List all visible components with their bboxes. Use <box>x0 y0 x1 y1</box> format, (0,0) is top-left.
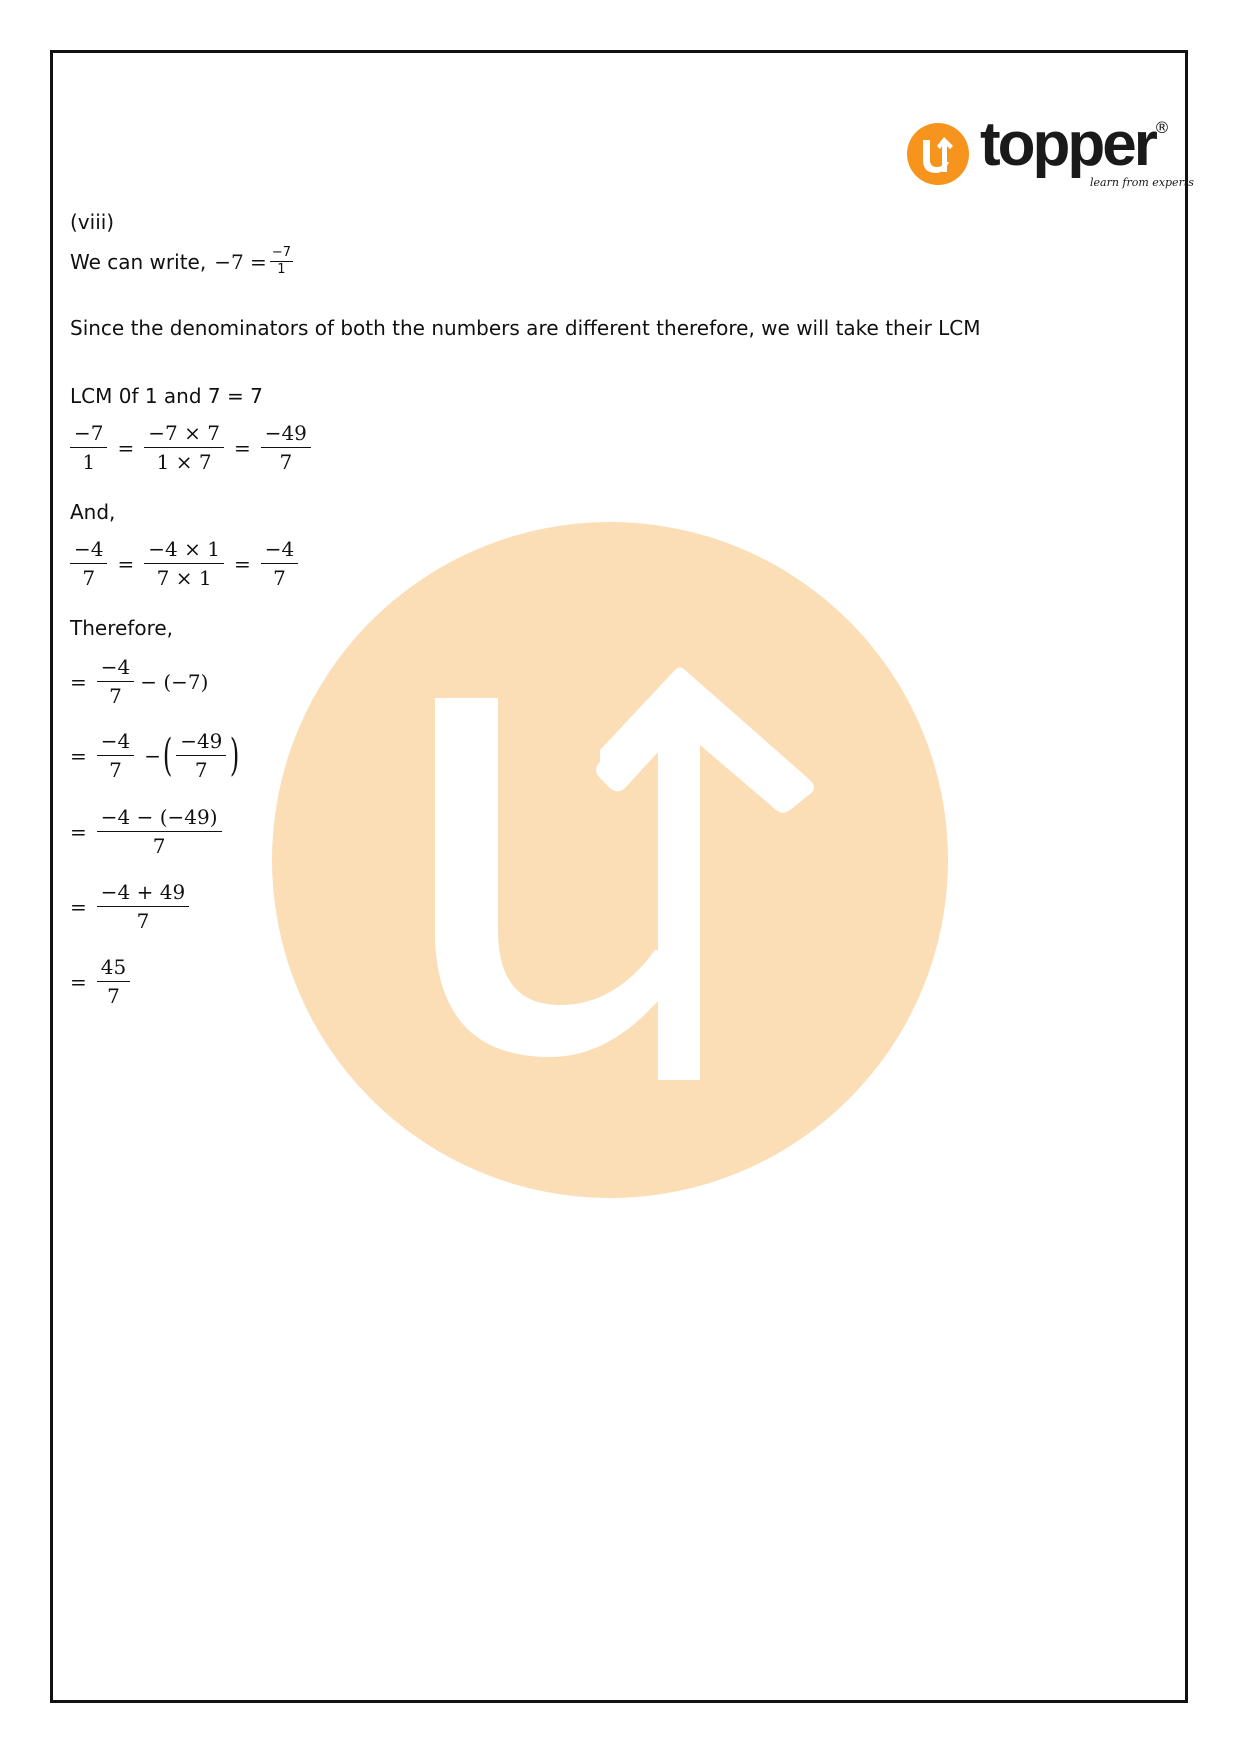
write-fraction <box>270 246 293 278</box>
fraction-denominator: 7 <box>261 563 298 589</box>
equals-sign: = <box>233 551 251 576</box>
write-intro: We can write, <box>70 249 207 274</box>
step2-inner-fraction <box>176 730 226 781</box>
write-line <box>70 246 296 278</box>
fraction-denominator: 7 <box>97 906 189 932</box>
equals-sign: = <box>70 969 87 994</box>
equals-sign: = <box>233 435 251 460</box>
step4-fraction <box>97 881 189 932</box>
step3-fraction <box>97 806 222 857</box>
fraction-denominator: 7 <box>70 563 107 589</box>
topper-tagline: learn from experts <box>1090 176 1194 189</box>
fraction-numerator: −4 <box>100 655 131 679</box>
step1-rest: − (−7) <box>140 669 209 694</box>
equals-sign: = <box>70 669 87 694</box>
fraction-numerator: −7 <box>271 245 291 260</box>
step2-fraction <box>97 730 134 781</box>
therefore-text: Therefore, <box>70 616 174 640</box>
eq1-fraction-3 <box>261 422 311 473</box>
write-lhs: −7 = <box>214 249 267 274</box>
step-1 <box>70 656 208 707</box>
step1-fraction <box>97 656 134 707</box>
fraction-numerator: −49 <box>264 421 307 445</box>
eq1-fraction-1 <box>70 422 107 473</box>
eq1-fraction-2 <box>144 422 224 473</box>
topper-logo-mark-icon <box>906 122 970 186</box>
close-paren: ) <box>230 729 240 781</box>
fraction-numerator: −4 × 1 <box>148 537 220 561</box>
eq2-fraction-1 <box>70 538 107 589</box>
part-label: (viii) <box>70 210 115 234</box>
fraction-numerator: −4 <box>264 537 295 561</box>
lcm-text: LCM 0f 1 and 7 = 7 <box>70 384 263 408</box>
open-paren: ( <box>162 729 173 781</box>
topper-wordmark: topper <box>980 110 1155 179</box>
fraction-numerator: −49 <box>180 729 223 753</box>
fraction-denominator: 7 <box>97 831 222 857</box>
equals-sign: = <box>70 894 87 919</box>
fraction-denominator: 7 <box>176 755 226 781</box>
fraction-denominator: 7 <box>97 681 134 707</box>
fraction-denominator: 7 <box>97 755 134 781</box>
fraction-denominator: 7 <box>261 447 311 473</box>
and-text: And, <box>70 500 116 524</box>
fraction-numerator: −4 <box>100 729 131 753</box>
step-4 <box>70 881 195 932</box>
equals-sign: = <box>117 551 135 576</box>
since-text: Since the denominators of both the numbers are different therefore, we will take their LCM <box>70 316 981 340</box>
fraction-numerator: −7 × 7 <box>148 421 220 445</box>
equals-sign: = <box>70 819 87 844</box>
registered-mark: ® <box>1154 118 1170 137</box>
fraction-denominator: 1 <box>270 261 293 277</box>
minus-sign: − <box>144 743 162 768</box>
step5-fraction <box>97 956 130 1007</box>
fraction-numerator: −4 <box>74 537 104 561</box>
topper-watermark-logo <box>270 520 950 1200</box>
fraction-denominator: 7 × 1 <box>144 563 224 589</box>
eq2-fraction-3 <box>261 538 298 589</box>
fraction-numerator: 45 <box>100 955 127 979</box>
fraction-numerator: −4 + 49 <box>100 880 186 904</box>
equals-sign: = <box>117 435 135 460</box>
fraction-denominator: 1 <box>70 447 107 473</box>
fraction-numerator: −4 − (−49) <box>100 805 218 829</box>
fraction-denominator: 1 × 7 <box>144 447 224 473</box>
eq2-fraction-2 <box>144 538 224 589</box>
fraction-denominator: 7 <box>97 981 130 1007</box>
fraction-numerator: −7 <box>74 421 104 445</box>
equation-1 <box>70 422 317 473</box>
step-3 <box>70 806 228 857</box>
topper-logo <box>906 110 1194 198</box>
step-2 <box>70 730 238 781</box>
equation-2 <box>70 538 304 589</box>
step-5 <box>70 956 136 1007</box>
equals-sign: = <box>70 743 87 768</box>
